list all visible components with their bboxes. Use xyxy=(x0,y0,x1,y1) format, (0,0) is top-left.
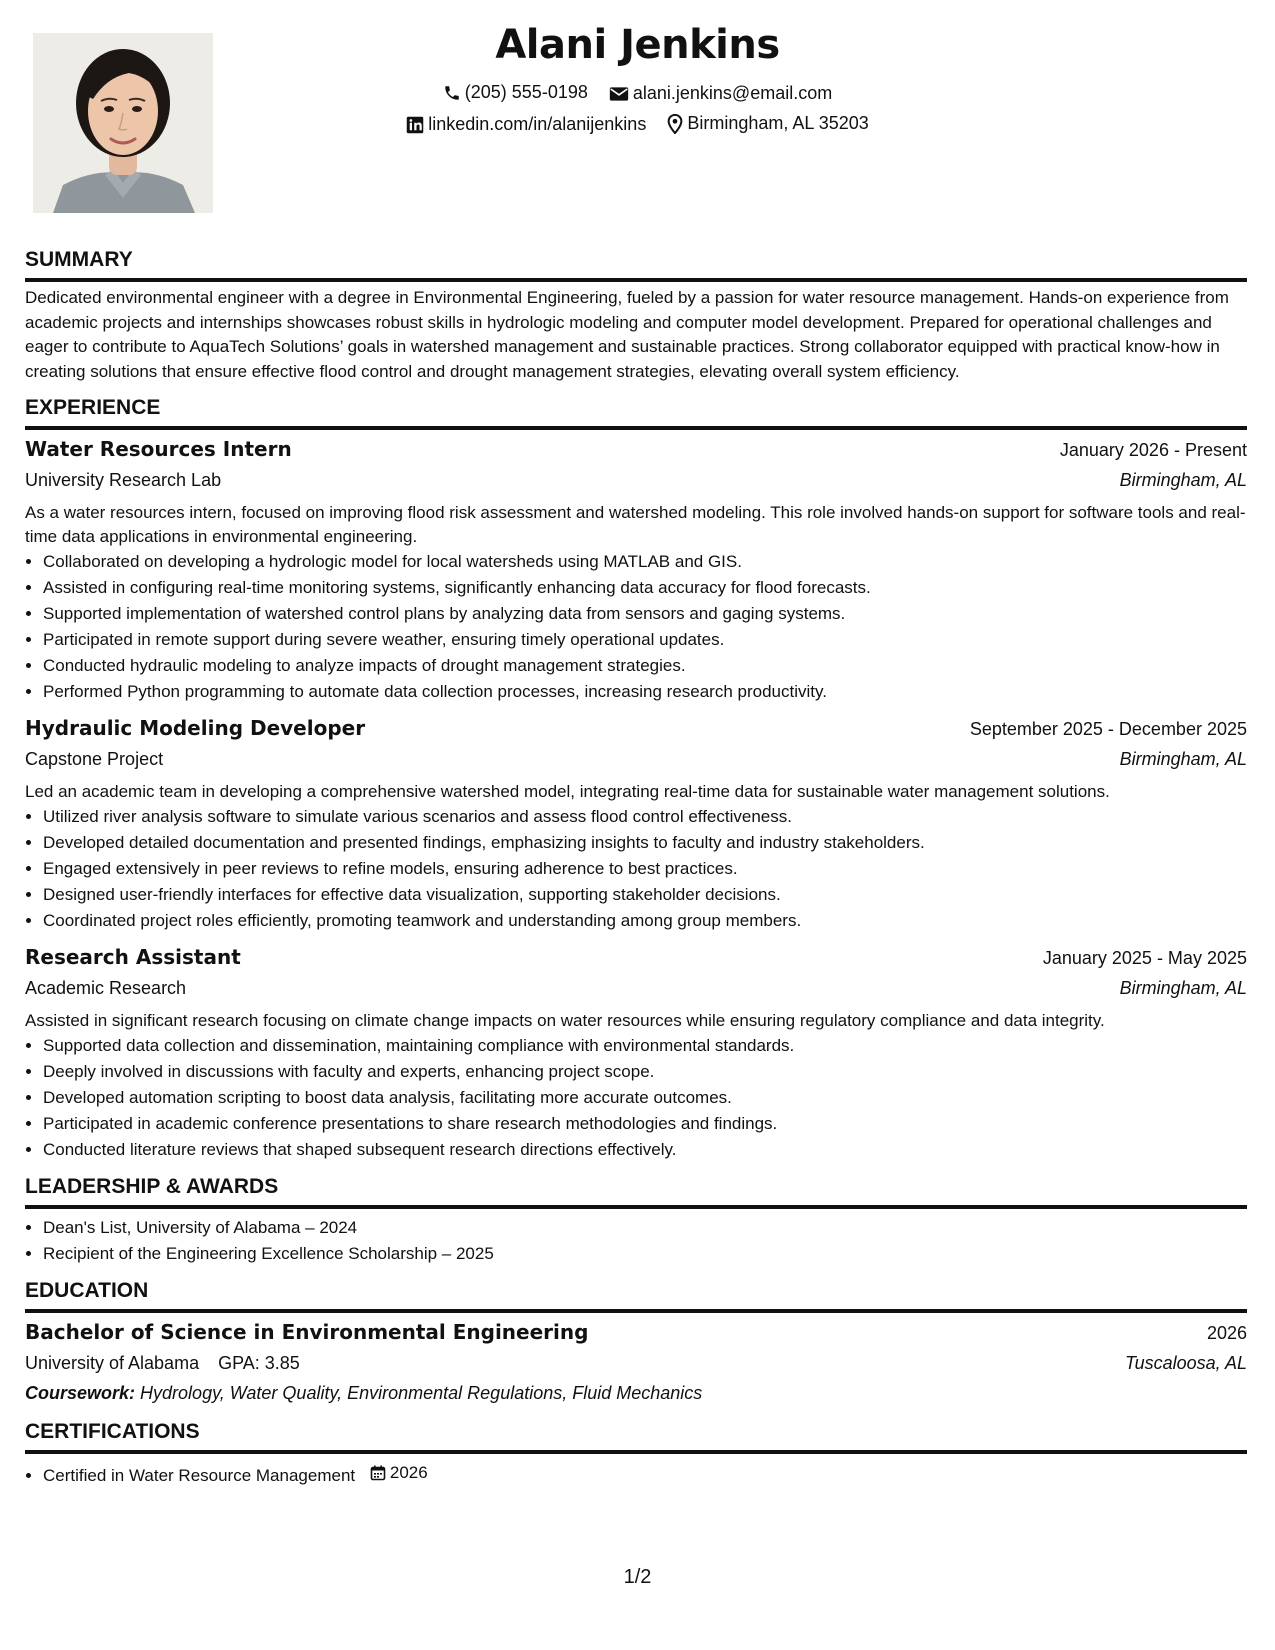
linkedin-icon xyxy=(406,116,424,134)
list-item xyxy=(43,1460,1247,1489)
job-location: Birmingham, AL xyxy=(1119,749,1247,769)
job-title: Water Resources Intern xyxy=(25,437,292,461)
candidate-name: Alani Jenkins xyxy=(495,22,780,68)
job-dates: January 2025 - May 2025 xyxy=(1042,948,1247,968)
phone-icon xyxy=(443,84,461,102)
list-item: • Coordinated project roles efficiently, promoting teamwork and understanding among group members. xyxy=(43,908,1247,934)
list-item: • Supported data collection and dissemination, maintaining compliance with environmental standards. xyxy=(43,1033,1247,1059)
section-divider xyxy=(25,1205,1247,1209)
education-section xyxy=(25,1277,1247,1408)
contact-row-1 xyxy=(0,82,1275,107)
gpa-text: GPA: 3.85 xyxy=(218,1353,300,1373)
page-number: 1/2 xyxy=(623,1566,652,1588)
graduation-year: 2026 xyxy=(1206,1323,1247,1343)
job-entry xyxy=(25,942,1247,1163)
job-org: Capstone Project xyxy=(25,749,164,769)
list-item: • Engaged extensively in peer reviews to refine models, ensuring adherence to best practices. xyxy=(43,856,1247,882)
list-item: • Performed Python programming to automate data collection processes, increasing research productivity. xyxy=(43,679,1247,705)
summary-text: Dedicated environmental engineer with a degree in Environmental Engineering, fueled by a passion for water resource management. Hands-on experience from academic projects and internships showcases robust skills in hydrologic modeling and computer model development. Prepared for operational challenges and eager to contribute to AquaTech Solutions’ goals in watershed management and sustainable practices. Strong collaborator equipped with practical know-how in creating solutions that ensure effective flood control and drought management strategies, elevating overall system efficiency. xyxy=(25,288,1229,381)
list-item: • Utilized river analysis software to simulate various scenarios and assess flood control effectiveness. xyxy=(43,804,1247,830)
list-item: • Participated in remote support during severe weather, ensuring timely operational updates. xyxy=(43,627,1247,653)
contact-row-2 xyxy=(0,113,1275,139)
list-item: • Deeply involved in discussions with faculty and experts, enhancing project scope. xyxy=(43,1059,1247,1085)
list-item: • Developed detailed documentation and presented findings, emphasizing insights to faculty and industry stakeholders. xyxy=(43,830,1247,856)
phone-text: (205) 555-0198 xyxy=(464,82,588,102)
list-item: • Designed user-friendly interfaces for effective data visualization, supporting stakeholder decisions. xyxy=(43,882,1247,908)
job-org: University Research Lab xyxy=(25,470,222,490)
certification-name: Certified in Water Resource Management xyxy=(43,1466,356,1485)
job-bullets xyxy=(25,1033,1247,1163)
job-entry xyxy=(25,434,1247,705)
job-dates: September 2025 - December 2025 xyxy=(969,719,1247,739)
job-title: Research Assistant xyxy=(25,945,241,969)
job-title: Hydraulic Modeling Developer xyxy=(25,716,366,740)
job-description: Assisted in significant research focusing on climate change impacts on water resources while ensuring regulatory compliance and data integrity. xyxy=(25,1011,1105,1030)
experience-heading: EXPERIENCE xyxy=(25,396,161,419)
job-dates: January 2026 - Present xyxy=(1059,440,1247,460)
job-bullets xyxy=(25,804,1247,934)
map-pin-icon xyxy=(667,114,683,134)
certification-year: 2026 xyxy=(389,1463,428,1482)
job-location: Birmingham, AL xyxy=(1119,978,1247,998)
summary-section xyxy=(25,246,1247,384)
linkedin-item[interactable] xyxy=(406,114,646,135)
resume-content xyxy=(25,246,1247,1489)
leadership-section xyxy=(25,1173,1247,1267)
job-description: As a water resources intern, focused on improving flood risk assessment and watershed modeling. This role involved hands-on support for software tools and real-time data applications in environmental engineering. xyxy=(25,503,1246,546)
list-item: • Conducted hydraulic modeling to analyze impacts of drought management strategies. xyxy=(43,653,1247,679)
school-name: University of Alabama xyxy=(25,1353,200,1373)
list-item: • Conducted literature reviews that shaped subsequent research directions effectively. xyxy=(43,1137,1247,1163)
list-item: • Developed automation scripting to boost data analysis, facilitating more accurate outcomes. xyxy=(43,1085,1247,1111)
coursework-label: Coursework: xyxy=(25,1383,136,1403)
phone-item[interactable] xyxy=(443,82,588,103)
email-item[interactable] xyxy=(609,83,832,104)
leadership-heading: LEADERSHIP & AWARDS xyxy=(25,1175,279,1198)
coursework-text: Hydrology, Water Quality, Environmental Regulations, Fluid Mechanics xyxy=(140,1383,703,1403)
location-item xyxy=(667,113,868,134)
section-divider xyxy=(25,278,1247,282)
degree-title: Bachelor of Science in Environmental Engineering xyxy=(25,1320,589,1344)
section-divider xyxy=(25,1450,1247,1454)
education-heading: EDUCATION xyxy=(25,1279,149,1302)
school-location: Tuscaloosa, AL xyxy=(1124,1353,1247,1373)
email-text: alani.jenkins@email.com xyxy=(632,83,833,103)
certifications-heading: CERTIFICATIONS xyxy=(25,1420,200,1443)
list-item: • Supported implementation of watershed control plans by analyzing data from sensors and gaging systems. xyxy=(43,601,1247,627)
certifications-list xyxy=(25,1460,1247,1489)
job-entry xyxy=(25,713,1247,934)
job-org: Academic Research xyxy=(25,978,187,998)
summary-heading: SUMMARY xyxy=(25,248,133,271)
list-item: • Dean's List, University of Alabama – 2024 xyxy=(43,1215,1247,1241)
location-text: Birmingham, AL 35203 xyxy=(687,113,869,133)
coursework-line xyxy=(25,1378,1247,1408)
list-item: • Collaborated on developing a hydrologic model for local watersheds using MATLAB and GIS. xyxy=(43,549,1247,575)
job-description: Led an academic team in developing a comprehensive watershed model, integrating real-time data for sustainable water management solutions. xyxy=(25,782,1110,801)
linkedin-text: linkedin.com/in/alanijenkins xyxy=(428,114,647,134)
section-divider xyxy=(25,426,1247,430)
job-location: Birmingham, AL xyxy=(1119,470,1247,490)
list-item: • Recipient of the Engineering Excellence Scholarship – 2025 xyxy=(43,1241,1247,1267)
list-item: • Participated in academic conference presentations to share research methodologies and findings. xyxy=(43,1111,1247,1137)
envelope-icon xyxy=(609,86,629,102)
certifications-section xyxy=(25,1418,1247,1489)
section-divider xyxy=(25,1309,1247,1313)
leadership-list xyxy=(25,1215,1247,1267)
calendar-icon xyxy=(370,1465,386,1481)
list-item: • Assisted in configuring real-time monitoring systems, significantly enhancing data accuracy for flood forecasts. xyxy=(43,575,1247,601)
experience-section xyxy=(25,394,1247,1163)
job-bullets xyxy=(25,549,1247,705)
